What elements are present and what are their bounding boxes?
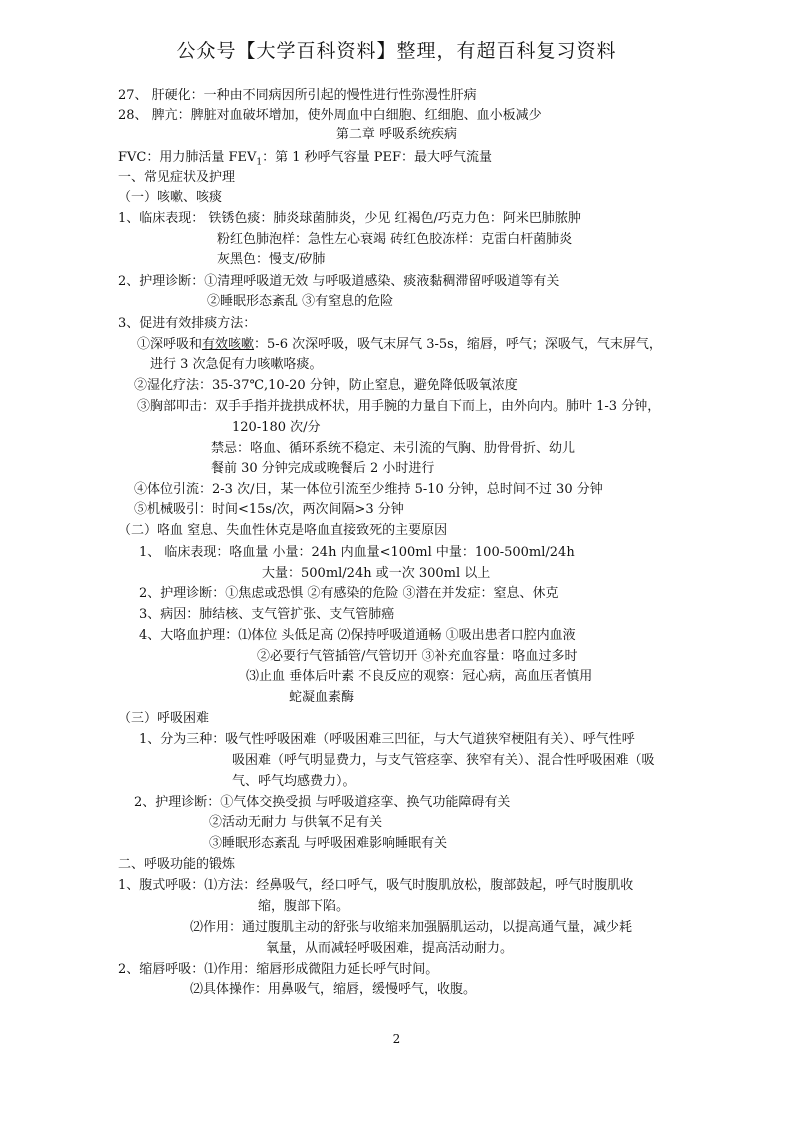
text-line: 吸困难（呼气明显费力，与支气管痉挛、狭窄有关）、混合性呼吸困难（吸 xyxy=(232,753,655,768)
text-line: 禁忌：咯血、循环系统不稳定、未引流的气胸、肋骨骨折、幼儿 xyxy=(211,441,576,456)
text-line: ②睡眠形态紊乱 ③有窒息的危险 xyxy=(207,294,394,309)
text-line: 蛇凝血素酶 xyxy=(289,690,355,705)
subsection-heading: （一）咳嗽、咳痰 xyxy=(118,190,223,205)
text-line: 2、护理诊断：①焦虑或恐惧 ②有感染的危险 ③潜在并发症：窒息、休克 xyxy=(139,586,559,601)
chapter-title: 第二章 呼吸系统疾病 xyxy=(335,127,458,142)
subsection-heading: （二）咯血 窒息、失血性休克是咯血直接致死的主要原因 xyxy=(118,523,448,538)
page-number: 2 xyxy=(392,1032,401,1046)
text-line: 进行 3 次急促有力咳嗽咯痰。 xyxy=(150,357,323,372)
text-line: ①深呼吸和有效咳嗽：5-6 次深呼吸，吸气末屏气 3-5s，缩唇，呼气；深吸气，气末屏气， xyxy=(137,337,662,352)
text-line: ⑤机械吸引：时间<15s/次，两次间隔>3 分钟 xyxy=(134,502,404,517)
text-line: 1、临床表现： 铁锈色痰：肺炎球菌肺炎，少见 红褐色/巧克力色：阿米巴肺脓肿 xyxy=(118,211,581,226)
text-line: ④体位引流：2-3 次/日，某一体位引流至少维持 5-10 分钟，总时间不过 30 分钟 xyxy=(134,482,603,497)
text-line: ⑵具体操作：用鼻吸气，缩唇，缓慢呼气，收腹。 xyxy=(190,982,477,997)
text-line: ③胸部叩击：双手手指并拢拱成杯状，用手腕的力量自下而上，由外向内。肺叶 1-3 分钟， xyxy=(137,399,661,414)
subsection-heading: （三）呼吸困难 xyxy=(118,711,210,726)
text-line: 大量：500ml/24h 或一次 300ml 以上 xyxy=(262,566,491,581)
section-heading: 一、常见症状及护理 xyxy=(118,170,236,185)
text-line: 2、缩唇呼吸：⑴作用：缩唇形成微阻力延长呼气时间。 xyxy=(118,962,439,977)
text-line: 氧量，从而减轻呼吸困难，提高活动耐力。 xyxy=(266,941,514,956)
text-line: FVC：用力肺活量 $FEV_1$：第 1 秒呼气容量 PEF：最大呼气流量 xyxy=(118,150,493,168)
text-line: 3、促进有效排痰方法： xyxy=(118,316,257,331)
text-line: ⑶止血 垂体后叶素 不良反应的观察：冠心病，高血压者慎用 xyxy=(246,669,593,684)
section-heading: 二、呼吸功能的锻炼 xyxy=(118,857,236,872)
text-line: 灰黑色：慢支/矽肺 xyxy=(217,252,326,267)
text-line: 2、护理诊断：①清理呼吸道无效 与呼吸道感染、痰液黏稠滞留呼吸道等有关 xyxy=(118,274,560,289)
text-line: 餐前 30 分钟完成或晚餐后 2 小时进行 xyxy=(211,461,435,476)
text-line: 120-180 次/分 xyxy=(232,420,321,435)
text-line: 缩，腹部下陷。 xyxy=(258,899,350,914)
text-line: 1、腹式呼吸：⑴方法：经鼻吸气，经口呼气，吸气时腹肌放松，腹部鼓起，呼气时腹肌收 xyxy=(118,878,634,893)
text-line: ②湿化疗法：35-37℃,10-20 分钟，防止窒息，避免降低吸氧浓度 xyxy=(134,378,518,393)
text-line: 27、 肝硬化：一种由不同病因所引起的慢性进行性弥漫性肝病 xyxy=(118,88,477,103)
text-line: 粉红色肺泡样：急性左心衰竭 砖红色胶冻样：克雷白杆菌肺炎 xyxy=(217,232,573,247)
text-line: 28、 脾亢：脾脏对血破坏增加，使外周血中白细胞、红细胞、血小板减少 xyxy=(118,108,542,123)
page-header: 公众号【大学百科资料】整理，有超百科复习资料 xyxy=(176,40,617,62)
text-line: ③睡眠形态紊乱 与呼吸困难影响睡眠有关 xyxy=(209,836,448,851)
text-line: 2、护理诊断：①气体交换受损 与呼吸道痉挛、换气功能障碍有关 xyxy=(134,795,511,810)
text-line: 气、呼气均感费力）。 xyxy=(232,774,356,789)
text-line: 4、大咯血护理：⑴体位 头低足高 ⑵保持呼吸道通畅 ①吸出患者口腔内血液 xyxy=(139,628,576,643)
text-line: 1、分为三种：吸气性呼吸困难（呼吸困难三凹征，与大气道狭窄梗阻有关）、呼气性呼 xyxy=(139,732,635,747)
text-line: ②活动无耐力 与供氧不足有关 xyxy=(209,815,383,830)
text-line: 1、 临床表现：咯血量 小量：24h 内血量<100ml 中量：100-500ml/24h xyxy=(139,545,575,560)
text-line: ②必要行气管插管/气管切开 ③补充血容量：咯血过多时 xyxy=(257,649,578,664)
text-line: ⑵作用：通过腹肌主动的舒张与收缩来加强膈肌运动，以提高通气量，减少耗 xyxy=(190,920,633,935)
text-line: 3、病因：肺结核、支气管扩张、支气管肺癌 xyxy=(139,607,395,622)
